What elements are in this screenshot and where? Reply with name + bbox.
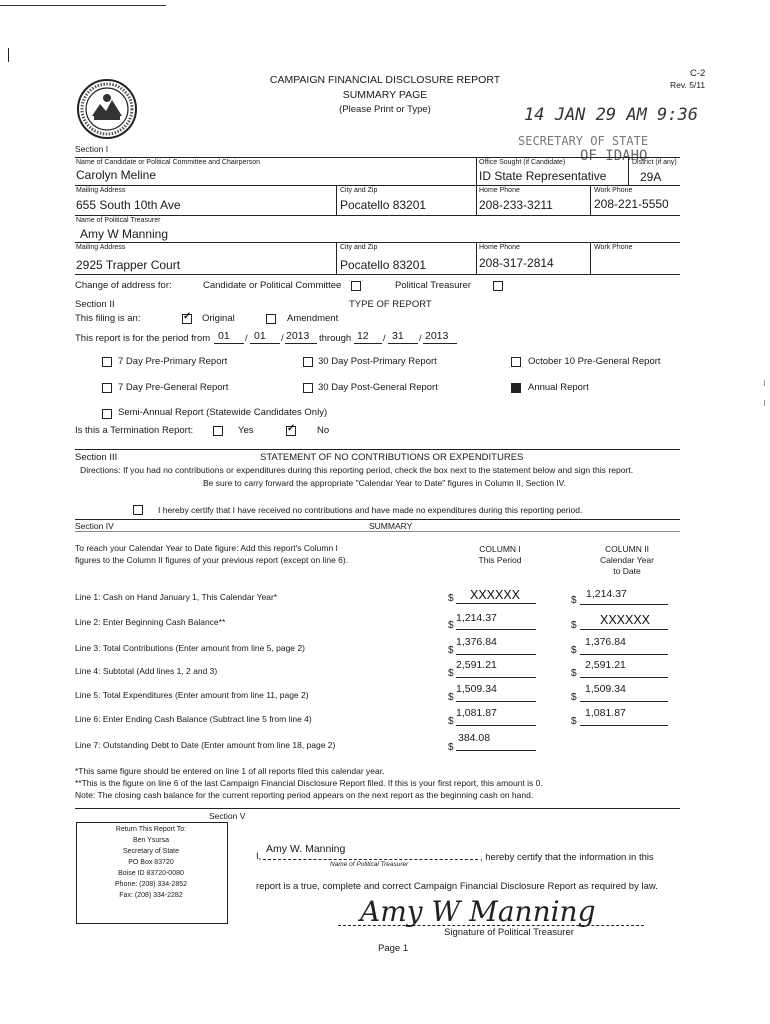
column-2-heading: COLUMN II — [605, 544, 649, 554]
section-4-rule — [75, 519, 680, 520]
return-line: Fax: (208) 334-2282 — [119, 892, 183, 899]
col1-underline — [456, 725, 536, 726]
form-title: CAMPAIGN FINANCIAL DISCLOSURE REPORT — [269, 74, 501, 86]
termination-yes-checkbox[interactable] — [213, 426, 223, 436]
signature-line — [338, 925, 644, 926]
dollar-sign: $ — [571, 595, 577, 606]
t-home-phone-divider — [476, 242, 477, 274]
treasurer-signature: Amy W Manning — [360, 895, 596, 928]
home-phone-label: Home Phone — [479, 187, 520, 194]
received-stamp: 14 JAN 29 AM 9:36 — [524, 105, 698, 125]
signature-caption: Signature of Political Treasurer — [444, 927, 574, 938]
t-home-phone-label: Home Phone — [479, 244, 520, 251]
section-3-label: Section III — [75, 452, 118, 463]
section-5-label: Section V — [209, 811, 246, 821]
from-day-underline — [250, 343, 280, 344]
treasurer-name-caption: Name of Political Treasurer — [330, 861, 409, 868]
annual-report-checkbox[interactable] — [511, 383, 521, 393]
section-2-label: Section II — [75, 299, 115, 310]
section-3-directions-2: Be sure to carry forward the appropriate "Calendar Year to Date" figures in Column II, Section IV. — [203, 478, 566, 488]
footnote-2: **This is the figure on line 6 of the last Campaign Financial Disclosure Report filed. If this is your first report, this amount is 0. — [75, 778, 543, 788]
scan-edge-line — [0, 5, 166, 6]
dollar-sign: $ — [571, 620, 577, 631]
summary-line-label: Line 6: Enter Ending Cash Balance (Subtract line 5 from line 4) — [75, 714, 312, 724]
form-subtitle: SUMMARY PAGE — [342, 89, 428, 101]
treasurer-name-line — [263, 859, 478, 860]
section-5-rule — [75, 808, 680, 809]
footnote-3: Note: The closing cash balance for the current reporting period appears on the next report as the beginning cash on hand. — [75, 790, 534, 800]
received-stamp-line2: SECRETARY OF STATE — [518, 134, 649, 148]
dollar-sign: $ — [448, 620, 454, 631]
dollar-sign: $ — [571, 692, 577, 703]
footnote-1: *This same figure should be entered on line 1 of all reports filed this calendar year. — [75, 766, 385, 776]
mailing-value: 655 South 10th Ave — [76, 198, 181, 212]
summary-col1-value: 2,591.21 — [456, 659, 497, 671]
dollar-sign: $ — [448, 645, 454, 656]
district-label: District (if any) — [632, 159, 677, 166]
home-phone-value: 208-233-3211 — [479, 198, 553, 212]
summary-col2-value: 1,509.34 — [585, 683, 626, 695]
dollar-sign: $ — [448, 668, 454, 679]
row-rule — [75, 215, 680, 216]
summary-col2-value: 1,376.84 — [585, 636, 626, 648]
original-checkbox[interactable] — [182, 314, 192, 324]
district-divider — [628, 157, 629, 185]
summary-line-label: Line 3: Total Contributions (Enter amount from line 5, page 2) — [75, 643, 305, 653]
october-10-label: October 10 Pre-General Report — [528, 356, 661, 367]
no-activity-checkbox[interactable] — [133, 505, 143, 515]
summary-intro-1: To reach your Calendar Year to Date figure: Add this report's Column I — [75, 543, 338, 553]
office-label: Office Sought (if Candidate) — [479, 159, 566, 166]
return-line: Phone: (208) 334-2852 — [115, 881, 187, 888]
t-city-divider — [336, 242, 337, 274]
pre-general-7day-checkbox[interactable] — [102, 383, 112, 393]
section-1-rule — [75, 157, 680, 158]
certify-suffix: , hereby certify that the information in this — [480, 852, 654, 863]
change-candidate-label: Candidate or Political Committee — [203, 280, 342, 291]
date-slash: / — [383, 333, 386, 344]
from-month-underline — [214, 343, 244, 344]
col2-underline — [580, 701, 668, 702]
section-4-subrule — [75, 531, 680, 532]
city-label: City and Zip — [340, 187, 378, 194]
treasurer-label: Name of Political Treasurer — [76, 217, 161, 224]
pre-general-7day-label: 7 Day Pre-General Report — [118, 382, 229, 393]
section-1-label: Section I — [75, 144, 109, 154]
through-label: through — [319, 333, 352, 344]
col1-underline — [456, 603, 536, 604]
summary-col1-value: XXXXXX — [470, 588, 521, 602]
summary-col1-value: 1,081.87 — [456, 707, 497, 719]
return-line: Return This Report To: — [115, 826, 187, 833]
work-phone-label: Work Phone — [594, 187, 633, 194]
to-month: 12 — [357, 330, 369, 342]
section-3-directions-1: Directions: If you had no contributions or expenditures during this reporting period, check the box next to the statement below and sign this report. — [80, 465, 634, 475]
summary-line-label: Line 1: Cash on Hand January 1, This Calendar Year* — [75, 592, 278, 602]
summary-col1-value: 1,376.84 — [456, 636, 497, 648]
work-phone-divider — [590, 185, 591, 215]
t-work-phone-divider — [590, 242, 591, 274]
certify-line-2: report is a true, complete and correct Campaign Financial Disclosure Report as required by law. — [256, 881, 658, 892]
section-3-rule — [75, 449, 680, 450]
section-3-heading: STATEMENT OF NO CONTRIBUTIONS OR EXPENDITURES — [260, 452, 524, 463]
column-1-subheading: This Period — [478, 555, 522, 565]
post-primary-30day-label: 30 Day Post-Primary Report — [318, 356, 437, 367]
col1-underline — [456, 654, 536, 655]
summary-col1-value: 1,509.34 — [456, 683, 497, 695]
col2-underline — [580, 654, 668, 655]
pre-primary-7day-label: 7 Day Pre-Primary Report — [118, 356, 228, 367]
from-year: 2013 — [286, 330, 310, 342]
from-month: 01 — [218, 330, 230, 342]
t-mailing-label: Mailing Address — [76, 244, 126, 251]
annual-report-label: Annual Report — [528, 382, 589, 393]
from-year-underline — [285, 343, 317, 344]
filing-label: This filing is an: — [75, 313, 141, 324]
column-2-subheading-2: to Date — [613, 566, 641, 576]
post-general-30day-checkbox[interactable] — [303, 383, 313, 393]
summary-col1-value: 384.08 — [458, 732, 491, 744]
col1-underline — [456, 750, 536, 751]
date-slash: / — [281, 333, 284, 344]
return-line: Boise ID 83720-0080 — [118, 870, 184, 877]
type-of-report-heading: TYPE OF REPORT — [349, 299, 432, 310]
form-revision: Rev. 5/11 — [670, 80, 706, 90]
mailing-label: Mailing Address — [76, 187, 126, 194]
col1-underline — [456, 701, 536, 702]
district-value: 29A — [640, 170, 662, 184]
office-divider — [476, 157, 477, 185]
t-city-label: City and Zip — [340, 244, 378, 251]
return-line: Secretary of State — [122, 848, 180, 855]
return-line: Ben Ysursa — [132, 837, 170, 844]
scan-mark — [8, 48, 9, 62]
dollar-sign: $ — [571, 716, 577, 727]
summary-col2-value: 2,591.21 — [585, 659, 626, 671]
to-day: 31 — [392, 330, 404, 342]
candidate-name: Carolyn Meline — [76, 168, 157, 182]
termination-yes-label: Yes — [238, 425, 254, 436]
original-label: Original — [202, 313, 235, 324]
certify-treasurer-name: Amy W. Manning — [266, 843, 346, 855]
treasurer-name: Amy W Manning — [80, 227, 169, 241]
col1-underline — [456, 677, 536, 678]
summary-intro-2: figures to the Column II figures of your previous report (except on line 6). — [75, 555, 349, 565]
row-rule — [75, 274, 680, 275]
semi-annual-label: Semi-Annual Report (Statewide Candidates Only) — [118, 407, 328, 418]
to-year: 2013 — [425, 330, 449, 342]
summary-line-label: Line 5: Total Expenditures (Enter amount from line 11, page 2) — [75, 690, 309, 700]
to-month-underline — [354, 343, 382, 344]
form-instruction: (Please Print or Type) — [339, 104, 431, 115]
post-general-30day-label: 30 Day Post-General Report — [318, 382, 438, 393]
col2-underline — [580, 629, 668, 630]
candidate-label: Name of Candidate or Political Committee and Chairperson — [76, 159, 261, 166]
dollar-sign: $ — [571, 645, 577, 656]
period-prefix: This report is for the period from — [75, 333, 211, 344]
col1-underline — [456, 629, 536, 630]
to-day-underline — [388, 343, 418, 344]
to-year-underline — [423, 343, 457, 344]
column-1-heading: COLUMN I — [479, 544, 521, 554]
date-slash: / — [419, 333, 422, 344]
section-4-label: Section IV — [75, 521, 114, 531]
amendment-label: Amendment — [287, 313, 339, 324]
t-mailing-value: 2925 Trapper Court — [76, 258, 181, 272]
change-treasurer-label: Political Treasurer — [395, 280, 472, 291]
termination-label: Is this a Termination Report: — [75, 425, 194, 436]
certify-i-prefix: I, — [256, 851, 262, 862]
state-seal — [76, 78, 138, 140]
col2-underline — [580, 604, 668, 605]
semi-annual-checkbox[interactable] — [102, 409, 112, 419]
summary-line-label: Line 4: Subtotal (Add lines 1, 2 and 3) — [75, 666, 218, 676]
summary-col2-value: XXXXXX — [600, 613, 651, 627]
dollar-sign: $ — [448, 742, 454, 753]
post-primary-30day-checkbox[interactable] — [303, 357, 313, 367]
dollar-sign: $ — [448, 593, 454, 604]
t-home-phone-value: 208-317-2814 — [479, 256, 554, 270]
t-city-value: Pocatello 83201 — [340, 258, 427, 272]
change-candidate-checkbox[interactable] — [351, 281, 361, 291]
summary-col2-value: 1,214.37 — [586, 588, 627, 600]
dollar-sign: $ — [448, 692, 454, 703]
october-10-checkbox[interactable] — [511, 357, 521, 367]
col2-underline — [580, 725, 668, 726]
office-value: ID State Representative — [479, 169, 607, 183]
summary-col1-value: 1,214.37 — [456, 612, 497, 624]
home-phone-divider — [476, 185, 477, 215]
form-code: C-2 — [690, 68, 706, 79]
dollar-sign: $ — [571, 668, 577, 679]
scan-speck — [764, 400, 765, 406]
col2-underline — [580, 677, 668, 678]
summary-line-label: Line 2: Enter Beginning Cash Balance** — [75, 617, 226, 627]
date-slash: / — [245, 333, 248, 344]
scan-speck — [764, 380, 765, 386]
summary-line-label: Line 7: Outstanding Debt to Date (Enter amount from line 18, page 2) — [75, 740, 336, 750]
t-work-phone-label: Work Phone — [594, 244, 633, 251]
dollar-sign: $ — [448, 716, 454, 727]
change-treasurer-checkbox[interactable] — [493, 281, 503, 291]
summary-col2-value: 1,081.87 — [585, 707, 626, 719]
received-stamp-line3: OF IDAHO — [580, 148, 648, 164]
no-activity-certify: I hereby certify that I have received no contributions and have made no expenditures during this reporting period. — [158, 505, 583, 515]
column-2-subheading: Calendar Year — [600, 555, 654, 565]
amendment-checkbox[interactable] — [266, 314, 276, 324]
work-phone-value: 208-221-5550 — [594, 197, 669, 211]
pre-primary-7day-checkbox[interactable] — [102, 357, 112, 367]
from-day: 01 — [254, 330, 266, 342]
summary-heading: SUMMARY — [369, 521, 413, 531]
page-number: Page 1 — [378, 943, 409, 954]
change-address-label: Change of address for: — [75, 280, 172, 291]
city-divider — [336, 185, 337, 215]
return-line: PO Box 83720 — [128, 859, 174, 866]
termination-no-label: No — [317, 425, 330, 436]
termination-no-checkbox[interactable] — [286, 426, 296, 436]
city-value: Pocatello 83201 — [340, 198, 427, 212]
